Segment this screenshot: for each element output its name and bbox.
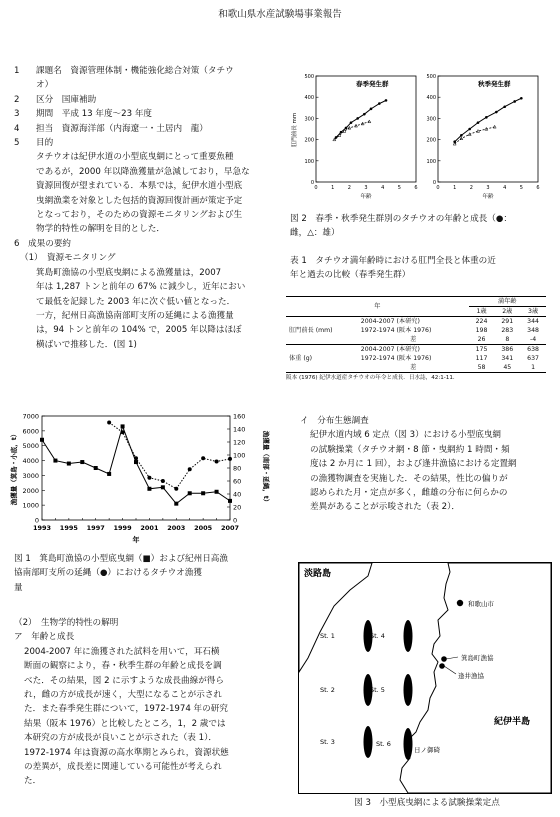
y-axis-label: 肛門前長 mm [292, 112, 298, 148]
data-point-square [121, 424, 125, 428]
x-tick-label: 1 [453, 185, 457, 191]
monitoring-line: て最低を記録した 2003 年に次ぐ低い値となった． [36, 296, 236, 307]
data-point-square [215, 490, 219, 494]
data-point-circle [121, 430, 125, 434]
data-point-female [363, 113, 366, 116]
x-axis-label: 年 [132, 536, 140, 544]
item-row [14, 78, 276, 92]
x-tick-label: 4 [503, 185, 507, 191]
data-point-female [495, 111, 498, 114]
data-point-male [368, 120, 371, 123]
station-label: St. 1 [320, 632, 335, 640]
y-tick-label: 100 [304, 158, 314, 165]
item-row [14, 122, 276, 136]
x-tick-label: 1999 [113, 524, 132, 532]
item-text: オ） [36, 80, 54, 91]
table-cell: 224 [475, 318, 488, 325]
x-tick-label: 0 [314, 185, 318, 191]
x-tick-label: 2 [347, 185, 351, 191]
panel-title: 秋季発生群 [478, 80, 511, 88]
data-point-female [370, 108, 373, 111]
y2-tick-label: 80 [233, 464, 242, 473]
y2-tick-label: 100 [233, 451, 246, 460]
y-tick-label: 2000 [22, 486, 39, 495]
data-point-circle [188, 467, 192, 471]
age-growth-line: 2004-2007 年に漁獲された試料を用いて，耳石横 [24, 646, 220, 657]
distribution-line: 差異があることが示唆された（表 2）． [310, 502, 460, 513]
data-point-female [350, 121, 353, 124]
minoshima-label: 箕島町漁協 [461, 654, 494, 662]
item-number: 4 [14, 123, 20, 134]
table-cell: 344 [527, 318, 539, 325]
item-number: 3 [14, 109, 20, 120]
data-point-square [188, 491, 192, 495]
x-tick-label: 2007 [220, 524, 240, 532]
table-cell: 58 [477, 364, 486, 371]
data-point-female [503, 105, 506, 108]
table-cell: 283 [501, 327, 514, 334]
distribution-line: 紀伊水道内域 6 定点（図 3）における小型底曳網 [310, 430, 502, 441]
x-tick-label: 2 [469, 185, 473, 191]
y-tick-label: 1000 [22, 501, 39, 510]
figure-2-chart [288, 70, 550, 210]
data-point-square [67, 462, 71, 466]
age-growth-line: た．また春季発生群について，1972-1974 年の研究 [24, 704, 228, 715]
x-tick-label: 6 [414, 185, 418, 191]
data-point-female [460, 134, 463, 137]
monitoring-line: 横ばいで推移した．(図 1) [36, 339, 137, 350]
panel-frame [316, 76, 416, 182]
y-tick-label: 300 [304, 116, 314, 123]
age-growth-line: べた．その結果，図 2 に示すような成長曲線が得ら [24, 675, 224, 686]
item-text: 担当 資源海洋部（内海遼一・土居内 龍） [36, 123, 208, 134]
x-tick-label: 1997 [86, 524, 105, 532]
table-cell: 175 [475, 346, 488, 353]
table-cell: -4 [530, 336, 537, 343]
data-point-square [228, 499, 232, 503]
figure-1-caption-line: 協南部町支所の延縄（●）におけるタチウオ漁獲 [14, 568, 202, 579]
distribution-block [300, 414, 556, 515]
age-growth-line: 断面の観察により，春・秋季生群の年齢と成長を調 [24, 661, 222, 672]
item-text: 期間 平成 13 年度～23 年度 [36, 109, 153, 120]
table-1-caption-line: 表 1 タチウオ満年齢時における肛門全長と体重の近 [290, 256, 496, 266]
item-text: 目的 [36, 138, 54, 149]
station-marker [404, 728, 413, 760]
monitoring-line: 年は 1,287 トンと前年の 67% に減少し，近年におい [36, 282, 246, 293]
table-row-label: 体重 (g) [289, 355, 313, 362]
table-1-source: 阪本 (1976) 紀伊水道産タチウオの年令と成長．日水誌，42:1-11． [286, 375, 459, 381]
table-period: 2004-2007 (本研究) [360, 318, 420, 325]
sai-label: 逢井漁協 [458, 672, 484, 680]
item-number: 5 [14, 138, 20, 149]
purpose-line: 物学的特性の解明を目的とした． [36, 224, 165, 235]
wakayama-city-dot [457, 600, 463, 606]
section-6-2-heading: （2） 生物学的特性の解明 [14, 618, 119, 628]
x-tick-label: 3 [486, 185, 490, 191]
item-row [14, 93, 276, 107]
figure-1-caption-line: 量 [14, 582, 23, 593]
data-point-female [340, 131, 343, 134]
age-growth-line: た． [24, 776, 42, 787]
table-cell: 637 [527, 355, 539, 362]
y-tick-label: 0 [432, 180, 436, 186]
table-cell: 117 [475, 355, 488, 362]
x-tick-label: 1993 [32, 524, 52, 532]
table-cell: 8 [505, 336, 510, 343]
table-cell: 638 [527, 346, 539, 353]
y-tick-label: 200 [304, 137, 314, 144]
data-point-female [513, 100, 516, 103]
table-header-age-col: 3歳 [528, 308, 539, 315]
y-axis-label: 漁獲量（箕島・小底，t） [10, 430, 18, 506]
figure-1-chart [8, 408, 270, 548]
table-cell: 198 [475, 327, 488, 334]
distribution-line: 認められた月・定点が多く，雌雄の分布に何らかの [310, 488, 508, 499]
figure-3-map [298, 562, 552, 794]
y-tick-label: 3000 [22, 471, 39, 480]
station-label: St. 3 [320, 738, 335, 746]
wakayama-label: 和歌山市 [468, 600, 494, 608]
x-axis-label: 年齢 [360, 194, 372, 200]
figure-2-caption [290, 212, 552, 241]
table-cell: 291 [501, 318, 514, 325]
data-point-circle [228, 457, 232, 461]
distribution-line: 度は 2 か月に 1 回），および逢井漁協における定置網 [310, 459, 517, 470]
y-tick-label: 500 [426, 74, 436, 80]
station-marker [404, 620, 413, 652]
data-point-female [356, 117, 359, 120]
data-point-female [345, 127, 348, 130]
x-tick-label: 4 [381, 185, 385, 191]
x-tick-label: 5 [519, 185, 523, 191]
purpose-line: となっており，そのための資源モニタリングおよび生 [36, 210, 243, 221]
monitoring-line: 一方，紀州日高漁協南部町支所の延縄による漁獲量 [36, 310, 234, 321]
x-tick-label: 3 [364, 185, 368, 191]
y2-tick-label: 120 [233, 438, 246, 447]
y2-tick-label: 160 [233, 412, 246, 421]
figure-2-caption-line: 図 2 春季・秋季発生群別のタチウオの年齢と成長（●： [290, 214, 512, 224]
age-growth-line: 1972-1974 年は資源の高水準期とみられ，資源状態 [24, 747, 229, 758]
data-point-female [335, 136, 338, 139]
x-tick-label: 1 [331, 185, 335, 191]
data-point-female [468, 128, 471, 131]
item-row [14, 136, 276, 150]
table-period: 2004-2007 (本研究) [360, 346, 420, 353]
table-header-age: 満年齢 [469, 297, 546, 307]
table-cell: 45 [503, 364, 512, 371]
station-label: St. 6 [376, 740, 391, 748]
station-marker [404, 674, 413, 706]
items-list [14, 64, 276, 150]
x-axis-label: 年齢 [482, 194, 494, 200]
kii-label: 紀伊半島 [494, 717, 531, 727]
x-tick-label: 5 [397, 185, 401, 191]
panel-title: 春季発生群 [356, 80, 389, 88]
data-point-female [520, 97, 523, 100]
table-cell: 26 [477, 336, 486, 343]
figure-3-caption: 図 3 小型底曳網による試験操業定点 [354, 798, 500, 808]
data-point-square [80, 460, 84, 464]
data-point-female [485, 116, 488, 119]
y2-axis-label: 漁獲量（南部・延縄，t） [262, 430, 270, 506]
page-header: 和歌山県水産試験場事業報告 [218, 9, 342, 20]
plot-frame [42, 416, 230, 520]
distribution-line: の漁獲物調査を実施した．その結果，性比の偏りが [310, 473, 508, 484]
panel-frame [438, 76, 538, 182]
table-1-caption-line: 年と過去の比較（春季発生群） [290, 270, 411, 281]
table-cell: 348 [527, 327, 539, 334]
y-tick-label: 5000 [22, 442, 39, 451]
x-tick-label: 0 [436, 185, 440, 191]
distribution-text [300, 428, 556, 514]
data-point-square [53, 459, 57, 463]
data-point-circle [174, 487, 178, 491]
data-point-circle [134, 456, 138, 460]
y2-tick-label: 0 [233, 516, 238, 525]
monitoring-text [14, 266, 276, 352]
station-label: St. 5 [370, 686, 385, 694]
data-point-square [107, 472, 111, 476]
data-point-circle [161, 479, 165, 483]
data-point-circle [147, 476, 151, 480]
data-point-circle [201, 456, 205, 460]
data-point-square [174, 502, 178, 506]
y2-tick-label: 140 [233, 425, 246, 434]
y-tick-label: 0 [310, 180, 314, 186]
purpose-line: 曳網漁業を対象とした包括的資源回復計画が策定予定 [36, 195, 243, 206]
y-tick-label: 0 [34, 516, 39, 525]
table-header-year: 年 [374, 303, 381, 310]
table-period: 差 [410, 364, 417, 371]
data-point-square [161, 485, 165, 489]
figure-1-caption [14, 552, 276, 595]
x-tick-label: 2005 [194, 524, 213, 532]
purpose-line: タチウオは紀伊水道の小型底曳網にとって重要魚種 [36, 152, 234, 163]
section-2-block [14, 616, 276, 789]
table-period: 1972-1974 (阪本 1976) [360, 327, 432, 334]
data-point-female [385, 99, 388, 102]
hinomisaki-label: 日ノ御碕 [414, 746, 440, 754]
data-point-female [378, 102, 381, 105]
data-point-square [147, 487, 151, 491]
purpose-line: 資源回復が望まれている．本県では，紀伊水道小型底 [36, 181, 243, 192]
left-column [14, 64, 276, 352]
x-tick-label: 1995 [59, 524, 78, 532]
section-i-heading: イ 分布生態調査 [300, 416, 369, 426]
y2-tick-label: 40 [233, 490, 242, 499]
table-row-label: 肛門前長 (mm) [289, 327, 333, 334]
x-tick-label: 6 [536, 185, 540, 191]
sai-port-dot [439, 663, 445, 669]
y-tick-label: 400 [304, 95, 314, 102]
x-tick-label: 2003 [167, 524, 186, 532]
awaji-label: 淡路島 [304, 569, 332, 579]
figure-2-caption-line: 雌，△：雄） [290, 228, 340, 239]
purpose-text [14, 150, 276, 236]
section-a-heading: ア 年齢と成長 [14, 632, 75, 643]
data-point-circle [107, 421, 111, 425]
section-6-1-heading: （1） 資源モニタリング [20, 253, 116, 264]
y2-tick-label: 60 [233, 477, 242, 486]
x-tick-label: 2001 [140, 524, 159, 532]
monitoring-line: は，94 トンと前年の 104% で，2005 年以降はほぼ [36, 325, 242, 336]
table-cell: 341 [501, 355, 514, 362]
age-growth-line: の差異が，成長差に関連している可能性が考えられ [24, 762, 222, 773]
table-period: 差 [410, 336, 417, 343]
station-label: St. 4 [370, 632, 385, 640]
y-tick-label: 7000 [22, 412, 39, 421]
table-header-age-col: 1歳 [476, 308, 487, 315]
table-cell: 386 [501, 346, 514, 353]
table-1-caption [290, 254, 552, 283]
item-number: 1 [14, 66, 20, 76]
table-header-age-col: 2歳 [502, 308, 513, 315]
data-point-circle [215, 460, 219, 464]
y-tick-label: 6000 [22, 427, 39, 436]
data-point-male [493, 125, 496, 128]
y-tick-label: 500 [304, 74, 314, 80]
item-text: 区分 国庫補助 [36, 94, 97, 105]
y-tick-label: 300 [426, 116, 436, 123]
item-row [14, 107, 276, 121]
y-tick-label: 100 [426, 158, 436, 165]
y-tick-label: 200 [426, 137, 436, 144]
data-point-male [477, 130, 480, 133]
table-1 [286, 296, 546, 373]
age-growth-line: 結果（阪本 1976）と比較したところ，1，2 歳では [24, 718, 226, 729]
figure-1-caption-line: 図 1 箕島町漁協の小型底曳網（■）および紀州日高漁 [14, 554, 228, 564]
station-label: St. 2 [320, 686, 335, 694]
section-6-heading: 6 成果の要約 [14, 238, 72, 249]
data-point-square [40, 438, 44, 442]
data-point-square [94, 466, 98, 470]
y-tick-label: 4000 [22, 457, 39, 466]
data-point-female [477, 121, 480, 124]
data-point-square [201, 491, 205, 495]
item-text: 課題名 資源管理体制・機能強化総合対策（タチウ [36, 66, 234, 76]
distribution-line: の試験操業（タチウオ網・8 節・曳網約 1 時間・頻 [310, 444, 510, 455]
age-growth-line: 本研究の方が成長が良いことが示された（表 1）． [24, 733, 217, 744]
monitoring-line: 箕島町漁協の小型底曳網による漁獲量は，2007 [36, 267, 222, 278]
y-tick-label: 400 [426, 95, 436, 102]
y2-tick-label: 20 [233, 503, 242, 512]
table-period: 1972-1974 (阪本 1976) [360, 355, 432, 362]
age-growth-line: れ，雌の方が成長が速く，大型になることが示され [24, 690, 223, 701]
minoshima-port-dot [441, 656, 447, 662]
series-line-minabe [109, 423, 230, 489]
item-number: 2 [14, 94, 20, 105]
growth-curve-female [455, 98, 522, 141]
station-marker [364, 726, 373, 758]
age-growth-text [14, 645, 276, 789]
purpose-line: であるが，2000 年以降漁獲量が急減しており，早急な [36, 166, 250, 177]
table-cell: 1 [531, 364, 536, 371]
item-row [14, 64, 276, 78]
